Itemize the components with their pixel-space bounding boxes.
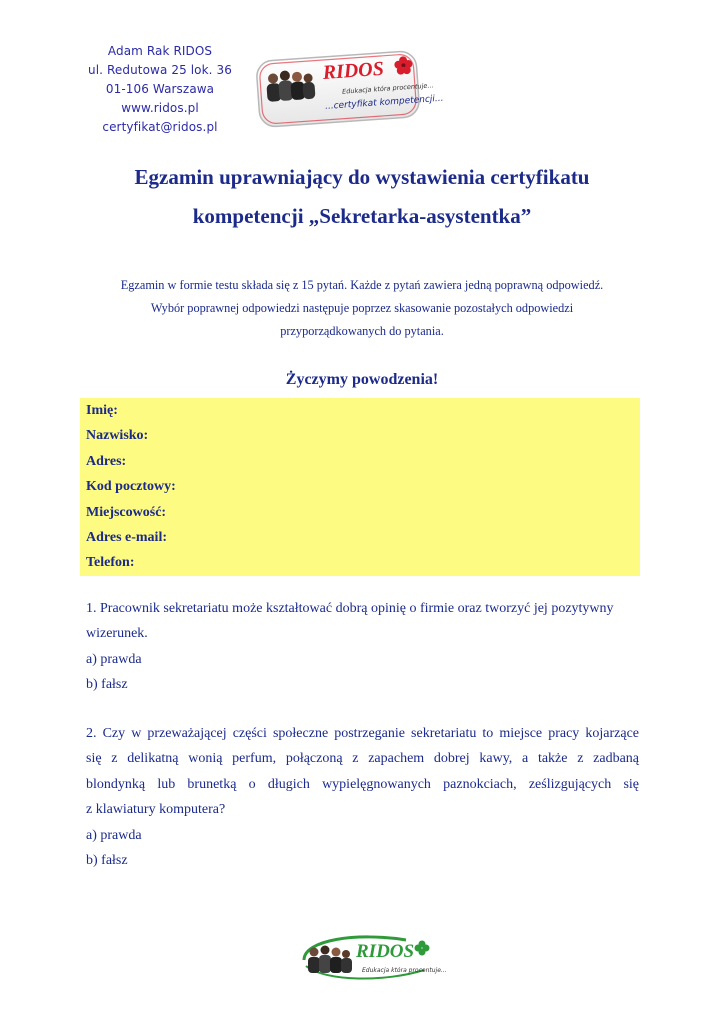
logo-slogan-text: Edukacja która procentuje... (341, 81, 434, 96)
address-line-company: Adam Rak RIDOS (107, 44, 213, 58)
personal-data-form (80, 398, 640, 576)
question-line: 1. Pracownik sekretariatu może kształtować dobrą opinię o firmie oraz tworzyć jej pozytywny (86, 601, 614, 616)
answer-option-b[interactable]: b) fałsz (86, 853, 128, 869)
clover-icon (415, 941, 430, 956)
form-field-email[interactable]: Adres e-mail: (86, 529, 167, 545)
form-field-phone[interactable]: Telefon: (86, 555, 135, 571)
good-luck-heading: Życzymy powodzenia! (285, 371, 439, 388)
people-icon (308, 946, 352, 974)
form-field-last-name[interactable]: Nazwisko: (86, 428, 149, 444)
question-line: 2. Czy w przeważającej części społeczne postrzeganie sekretariatu to miejsce pracy kojarzące (86, 726, 639, 741)
header-address (80, 42, 240, 137)
intro-line: Wybór poprawnej odpowiedzi następuje poprzez skasowanie pozostałych odpowiedzi (150, 301, 574, 315)
answer-option-a[interactable]: a) prawda (86, 651, 142, 667)
exam-title-line-2: kompetencji „Sekretarka-asystentka” (192, 204, 532, 228)
answer-option-b[interactable]: b) fałsz (86, 677, 128, 693)
form-field-postal-code[interactable]: Kod pocztowy: (86, 479, 176, 495)
address-line-city: 01-106 Warszawa (105, 82, 215, 96)
question-2 (86, 721, 639, 873)
question-text (86, 596, 639, 647)
footer-logo-brand-text: RIDOS (356, 941, 415, 962)
address-line-email: certyfikat@ridos.pl (102, 120, 218, 134)
address-line-street: ul. Redutowa 25 lok. 36 (88, 63, 232, 77)
logo-brand-text: RIDOS (322, 57, 385, 84)
footer-logo-slogan-text: Edukacja która procentuje... (362, 967, 447, 974)
question-line: się z delikatną wonią perfum, połączoną z zapachem dobrej kawy, a także z zadbaną (86, 751, 639, 767)
address-line-website: www.ridos.pl (121, 101, 199, 115)
exam-intro (80, 274, 644, 343)
form-field-first-name[interactable]: Imię: (86, 403, 118, 418)
intro-line: Egzamin w formie testu składa się z 15 pytań. Każde z pytań zawiera jedną poprawną odpowiedź. (120, 278, 604, 292)
form-field-address[interactable]: Adres: (86, 453, 127, 469)
question-line: z klawiatury komputera? (86, 802, 226, 818)
exam-title-line-1: Egzamin uprawniający do wystawienia certyfikatu (134, 165, 590, 189)
ridos-logo-bottom (296, 930, 447, 986)
logo-tagline-text: ...certyfikat kompetencji... (324, 93, 444, 112)
question-1 (86, 596, 639, 698)
question-text (86, 721, 639, 823)
answer-option-a[interactable]: a) prawda (86, 827, 142, 843)
intro-line: przyporządkowanych do pytania. (280, 324, 444, 338)
question-line: blondynką lub brunetką o długich wypielęgnowanych paznokciach, ześlizgujących się (86, 776, 639, 792)
question-line: wizerunek. (86, 626, 148, 642)
ridos-logo-top (252, 50, 444, 130)
form-field-city[interactable]: Miejscowość: (86, 504, 167, 520)
